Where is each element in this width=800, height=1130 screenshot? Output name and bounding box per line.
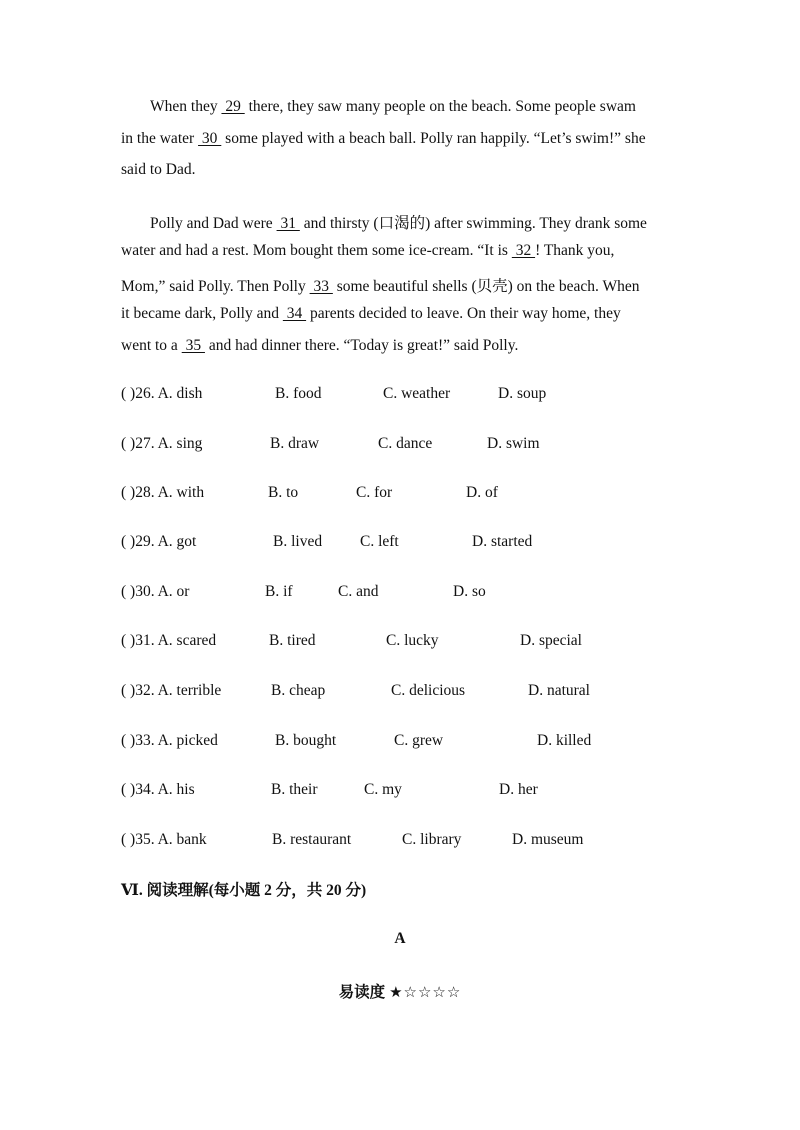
option-c: C. for: [356, 484, 393, 501]
question-number-option-a: ( )31. A. scared: [121, 632, 217, 649]
question-number-option-a: ( )34. A. his: [121, 781, 195, 798]
option-d: D. killed: [537, 732, 592, 749]
blank-35: 35: [181, 337, 205, 354]
question-number-option-a: ( )30. A. or: [121, 583, 190, 600]
option-b: B. restaurant: [272, 831, 352, 848]
difficulty-stars: ★☆☆☆☆: [389, 983, 462, 1001]
option-d: D. so: [453, 583, 486, 600]
passage-label: A: [394, 930, 406, 947]
question-row: [121, 831, 681, 851]
passage-line: Polly and Dad were 31 and thirsty (口渴的) after swimming. They drank some: [150, 215, 647, 232]
blank-32: 32: [511, 242, 536, 259]
question-number-option-a: ( )29. A. got: [121, 533, 197, 550]
option-c: C. delicious: [391, 682, 466, 699]
question-row: [121, 781, 681, 801]
passage-line: Mom,” said Polly. Then Polly 33 some beautiful shells (贝壳) on the beach. When: [121, 278, 640, 295]
option-b: B. bought: [275, 732, 337, 749]
question-number-option-a: ( )35. A. bank: [121, 831, 207, 848]
option-b: B. food: [275, 385, 322, 402]
option-d: D. museum: [512, 831, 584, 848]
option-b: B. draw: [270, 435, 320, 452]
difficulty-row: [0, 980, 800, 1002]
passage-line: water and had a rest. Mom bought them some ice-cream. “It is 32 ! Thank you,: [121, 242, 615, 259]
question-row: [121, 435, 681, 455]
option-d: D. special: [520, 632, 582, 649]
question-row: [121, 682, 681, 702]
option-d: D. natural: [528, 682, 590, 699]
option-b: B. if: [265, 583, 293, 600]
passage-line: said to Dad.: [121, 161, 196, 178]
passage-line: went to a 35 and had dinner there. “Today is great!” said Polly.: [121, 337, 519, 354]
blank-29: 29: [221, 98, 245, 115]
option-b: B. lived: [273, 533, 323, 550]
option-c: C. lucky: [386, 632, 439, 649]
blank-33: 33: [309, 278, 333, 295]
option-c: C. and: [338, 583, 379, 600]
option-c: C. grew: [394, 732, 444, 749]
question-number-option-a: ( )32. A. terrible: [121, 682, 222, 699]
blank-30: 30: [198, 130, 222, 147]
option-c: C. dance: [378, 435, 433, 452]
option-c: C. library: [402, 831, 462, 848]
passage-line: When they 29 there, they saw many people on the beach. Some people swam: [150, 98, 636, 115]
question-row: [121, 632, 681, 652]
option-d: D. swim: [487, 435, 540, 452]
difficulty-label: 易读度: [338, 984, 386, 1001]
option-c: C. weather: [383, 385, 451, 402]
question-number-option-a: ( )33. A. picked: [121, 732, 218, 749]
passage-line: in the water 30 some played with a beach ball. Polly ran happily. “Let’s swim!” she: [121, 130, 646, 147]
blank-34: 34: [282, 305, 307, 322]
question-number-option-a: ( )28. A. with: [121, 484, 205, 501]
passage-line: it became dark, Polly and 34 parents decided to leave. On their way home, they: [121, 305, 621, 322]
question-row: [121, 385, 681, 405]
blank-31: 31: [276, 215, 300, 232]
question-number-option-a: ( )26. A. dish: [121, 385, 203, 402]
section-heading: Ⅵ. 阅读理解(每小题 2 分，共 20 分): [121, 882, 367, 899]
question-row: [121, 533, 681, 553]
option-d: D. soup: [498, 385, 547, 402]
option-b: B. tired: [269, 632, 316, 649]
option-b: B. their: [271, 781, 318, 798]
option-b: B. cheap: [271, 682, 326, 699]
option-d: D. her: [499, 781, 538, 798]
option-c: C. left: [360, 533, 399, 550]
question-number-option-a: ( )27. A. sing: [121, 435, 203, 452]
option-d: D. started: [472, 533, 533, 550]
question-row: [121, 732, 681, 752]
question-row: [121, 484, 681, 504]
option-d: D. of: [466, 484, 498, 501]
question-row: [121, 583, 681, 603]
option-b: B. to: [268, 484, 299, 501]
option-c: C. my: [364, 781, 402, 798]
